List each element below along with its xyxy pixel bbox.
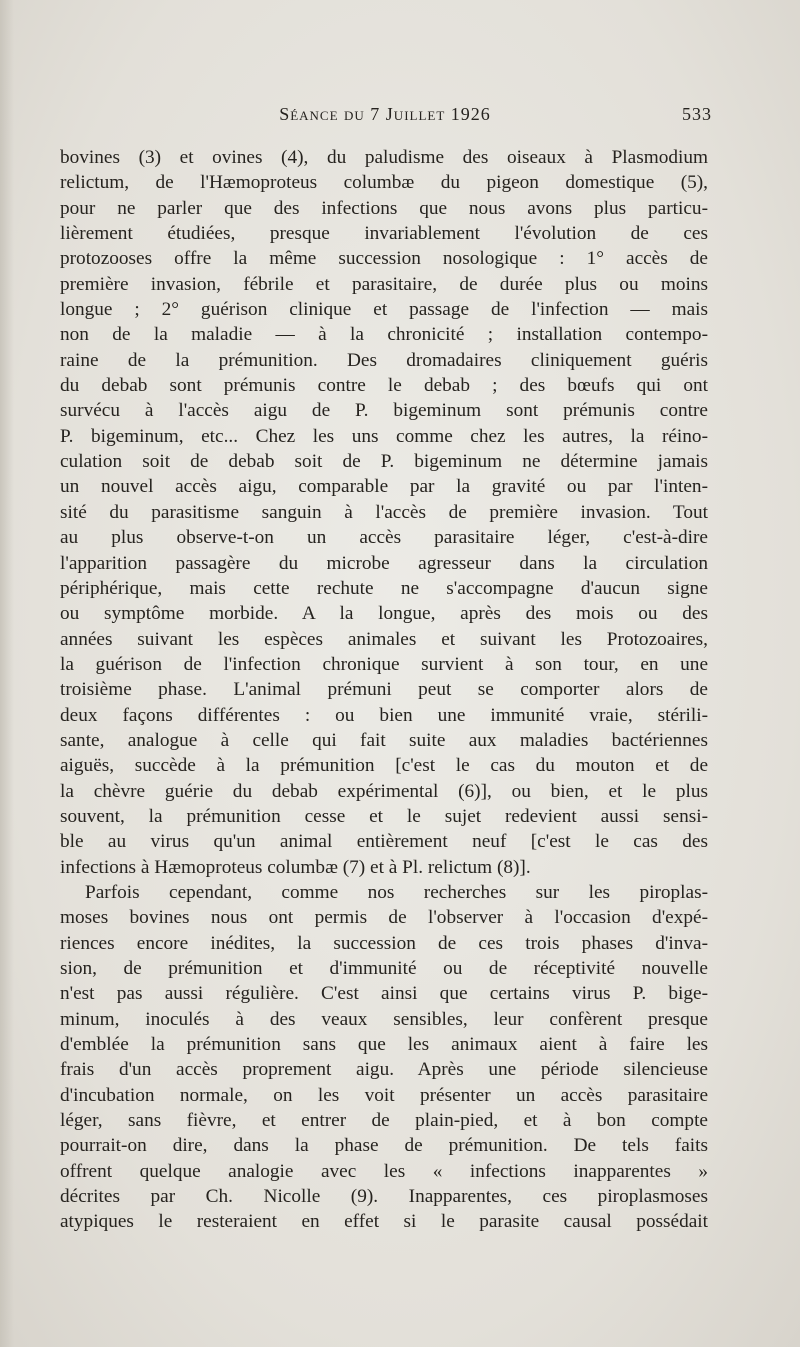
body-text — [60, 145, 708, 1235]
text-line: sante, analogue à celle qui fait suite aux maladies bactériennes — [60, 729, 708, 751]
text-line: moses bovines nous ont permis de l'observer à l'occasion d'expé- — [60, 907, 708, 929]
page-edge-shadow — [0, 0, 14, 1347]
text-line: la guérison de l'infection chronique survient à son tour, en une — [60, 653, 708, 675]
running-header — [60, 104, 710, 134]
text-line: souvent, la prémunition cesse et le sujet redevient aussi sensi- — [60, 805, 708, 827]
text-line: longue ; 2° guérison clinique et passage de l'infection — mais — [60, 299, 708, 321]
text-line: au plus observe-t-on un accès parasitaire léger, c'est-à-dire — [60, 527, 708, 549]
text-line: lièrement étudiées, presque invariablement l'évolution de ces — [60, 223, 708, 245]
text-line: troisième phase. L'animal prémuni peut se comporter alors de — [60, 679, 708, 701]
text-line: atypiques le resteraient en effet si le parasite causal possédait — [60, 1211, 708, 1233]
text-line: raine de la prémunition. Des dromadaires cliniquement guéris — [60, 349, 708, 371]
text-line: aiguës, succède à la prémunition [c'est le cas du mouton et de — [60, 755, 708, 777]
text-line: pour ne parler que des infections que nous avons plus particu- — [60, 197, 708, 219]
text-line: survécu à l'accès aigu de P. bigeminum sont prémunis contre — [60, 400, 708, 422]
text-line: léger, sans fièvre, et entrer de plain-pied, et à bon compte — [60, 1110, 708, 1132]
text-line: un nouvel accès aigu, comparable par la gravité ou par l'inten- — [60, 476, 708, 498]
text-line: deux façons différentes : ou bien une immunité vraie, stérili- — [60, 704, 708, 726]
text-line: périphérique, mais cette rechute ne s'accompagne d'aucun signe — [60, 577, 708, 599]
text-line: riences encore inédites, la succession de ces trois phases d'inva- — [60, 932, 708, 954]
text-line: relictum, de l'Hæmoproteus columbæ du pigeon domestique (5), — [60, 172, 708, 194]
text-line: décrites par Ch. Nicolle (9). Inapparentes, ces piroplasmoses — [60, 1186, 708, 1208]
text-line: ou symptôme morbide. A la longue, après des mois ou des — [60, 603, 708, 625]
text-line: sion, de prémunition et d'immunité ou de réceptivité nouvelle — [60, 958, 708, 979]
text-line: années suivant les espèces animales et suivant les Protozoaires, — [60, 628, 708, 650]
text-line: bovines (3) et ovines (4), du paludisme des oiseaux à Plasmodium — [60, 147, 708, 168]
text-line: du debab sont prémunis contre le debab ; des bœufs qui ont — [60, 375, 708, 397]
page-number: 533 — [682, 104, 712, 124]
text-line: pourrait-on dire, dans la phase de prémunition. De tels faits — [60, 1135, 708, 1157]
text-line: d'emblée la prémunition sans que les animaux aient à faire les — [60, 1034, 708, 1056]
text-line: la chèvre guérie du debab expérimental (6)], ou bien, et le plus — [60, 780, 708, 802]
text-line: n'est pas aussi régulière. C'est ainsi que certains virus P. bige- — [60, 983, 708, 1005]
text-line: d'incubation normale, on les voit présenter un accès parasitaire — [60, 1084, 708, 1106]
text-line: culation soit de debab soit de P. bigeminum ne détermine jamais — [60, 451, 708, 473]
text-line: première invasion, fébrile et parasitaire, de durée plus ou moins — [60, 273, 708, 295]
text-line: Parfois cependant, comme nos recherches sur les piroplas- — [85, 881, 708, 903]
header-title: Séance du 7 Juillet 1926 — [279, 104, 491, 124]
text-line: frais d'un accès proprement aigu. Après une période silencieuse — [60, 1059, 708, 1081]
text-line: minum, inoculés à des veaux sensibles, leur confèrent presque — [60, 1008, 708, 1030]
text-line: protozooses offre la même succession nosologique : 1° accès de — [60, 248, 708, 270]
text-line: ble au virus qu'un animal entièrement neuf [c'est le cas des — [60, 831, 708, 853]
text-line: offrent quelque analogie avec les « infections inapparentes » — [60, 1160, 708, 1182]
text-line: P. bigeminum, etc... Chez les uns comme chez les autres, la réino- — [60, 425, 708, 447]
text-line: non de la maladie — à la chronicité ; installation contempo- — [60, 324, 708, 346]
text-line: sité du parasitisme sanguin à l'accès de première invasion. Tout — [60, 501, 708, 523]
text-line: infections à Hæmoproteus columbæ (7) et à Pl. relictum (8)]. — [60, 856, 531, 878]
text-line: l'apparition passagère du microbe agresseur dans la circulation — [60, 552, 708, 574]
